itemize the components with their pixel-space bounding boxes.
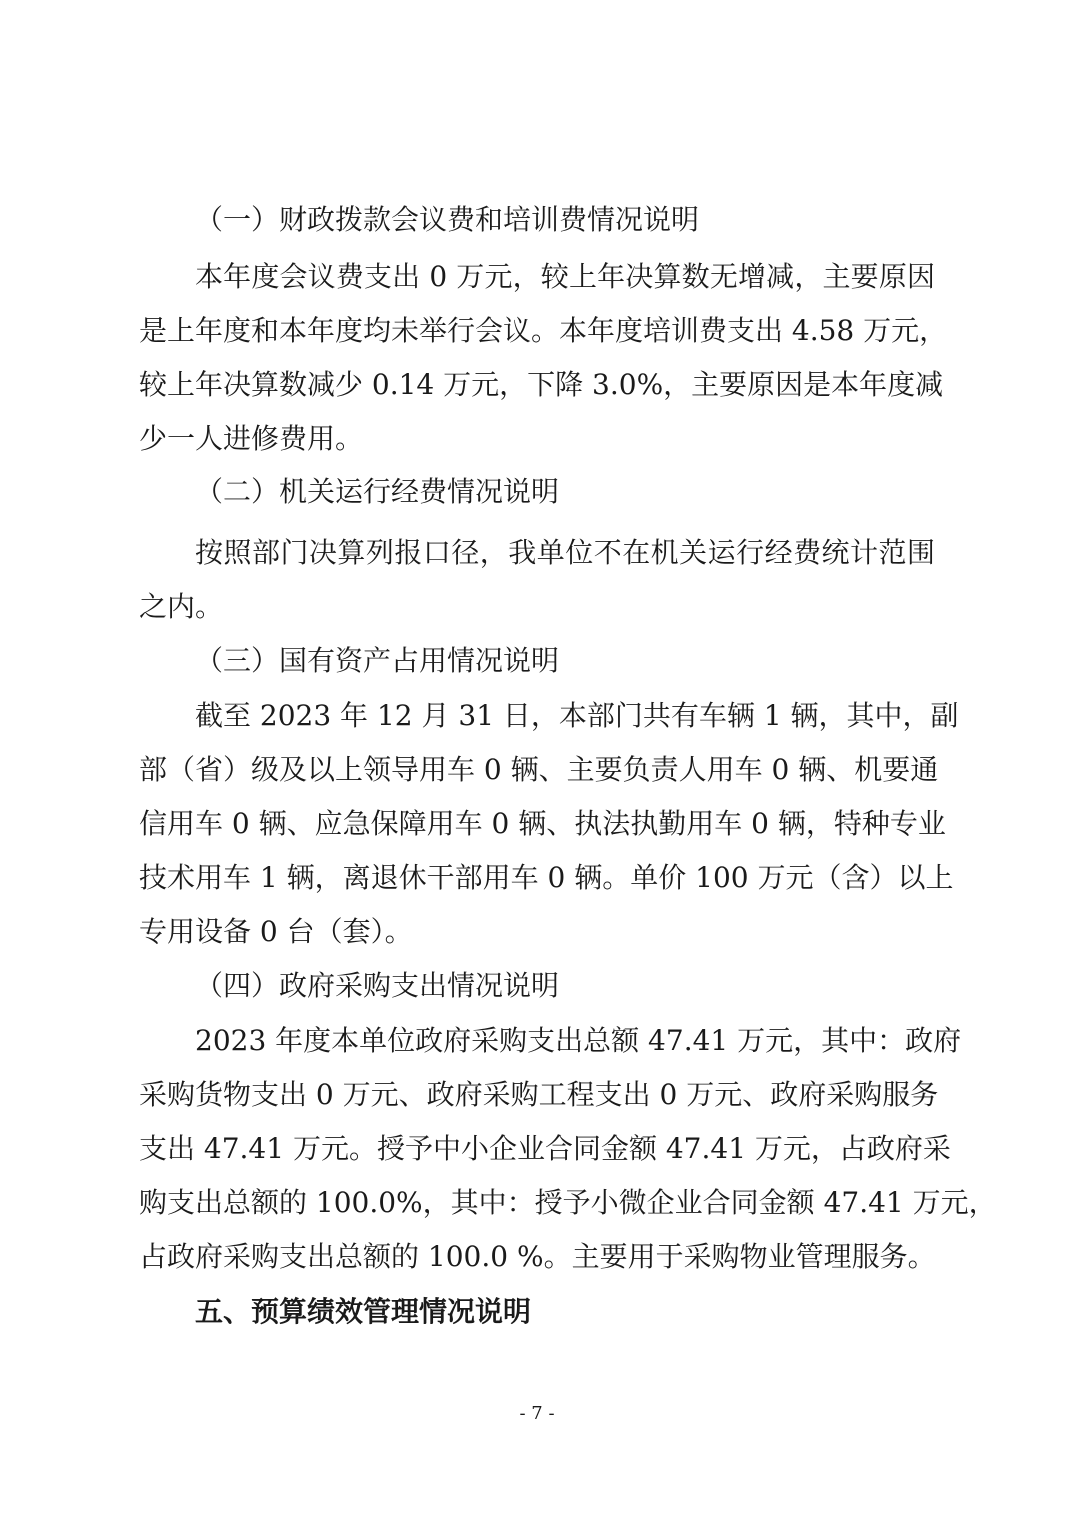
paragraph-line: 支出 47.41 万元。授予中小企业合同金额 47.41 万元，占政府采 — [139, 1132, 951, 1165]
paragraph-line: 之内。 — [139, 590, 224, 623]
paragraph-line: 本年度会议费支出 0 万元，较上年决算数无增减，主要原因 — [195, 260, 935, 293]
page-number: - 7 - — [519, 1403, 555, 1424]
section-title-meeting-training: （一）财政拨款会议费和培训费情况说明 — [195, 203, 700, 236]
paragraph-line: 信用车 0 辆、应急保障用车 0 辆、执法执勤用车 0 辆，特种专业 — [139, 807, 946, 840]
paragraph-line: 购支出总额的 100.0%，其中：授予小微企业合同金额 47.41 万元， — [139, 1186, 997, 1219]
section-heading-performance-management: 五、预算绩效管理情况说明 — [195, 1295, 532, 1328]
paragraph-line: 少一人进修费用。 — [139, 422, 364, 455]
section-title-operating-expenses: （二）机关运行经费情况说明 — [195, 475, 560, 508]
paragraph-line: 按照部门决算列报口径，我单位不在机关运行经费统计范围 — [195, 536, 935, 569]
paragraph-line: 部（省）级及以上领导用车 0 辆、主要负责人用车 0 辆、机要通 — [139, 753, 939, 786]
paragraph-line: 占政府采购支出总额的 100.0 %。主要用于采购物业管理服务。 — [139, 1240, 936, 1273]
paragraph-line: 技术用车 1 辆，离退休干部用车 0 辆。单价 100 万元（含）以上 — [139, 861, 954, 894]
paragraph-line: 是上年度和本年度均未举行会议。本年度培训费支出 4.58 万元， — [139, 314, 948, 347]
paragraph-line: 2023 年度本单位政府采购支出总额 47.41 万元，其中：政府 — [195, 1024, 962, 1057]
section-title-state-assets: （三）国有资产占用情况说明 — [195, 644, 560, 677]
paragraph-line: 截至 2023 年 12 月 31 日，本部门共有车辆 1 辆，其中，副 — [195, 699, 959, 732]
paragraph-line: 专用设备 0 台（套）。 — [139, 915, 413, 948]
paragraph-line: 较上年决算数减少 0.14 万元，下降 3.0%，主要原因是本年度减 — [139, 368, 944, 401]
section-title-government-procurement: （四）政府采购支出情况说明 — [195, 969, 560, 1002]
paragraph-line: 采购货物支出 0 万元、政府采购工程支出 0 万元、政府采购服务 — [139, 1078, 939, 1111]
